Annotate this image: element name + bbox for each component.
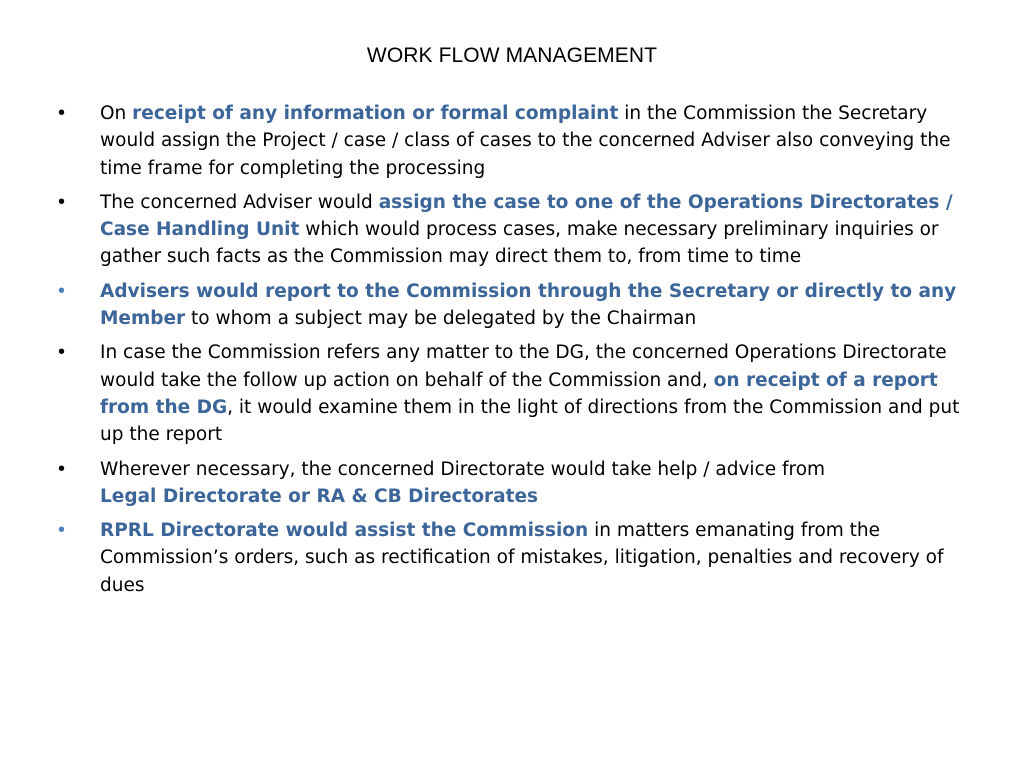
- bullet-list: [58, 100, 968, 606]
- bullet-highlight: Legal Directorate or RA & CB Directorates: [100, 485, 539, 507]
- bullet-text-segment: On: [100, 103, 133, 124]
- bullet-dot-icon: •: [58, 190, 66, 213]
- bullet-dot-icon: •: [58, 457, 66, 480]
- bullet-item-4: [58, 339, 968, 448]
- bullet-item-2: [58, 189, 968, 271]
- bullet-text-segment: in matters emanating from the Commission’s orders, such as rectification of mistakes, litigation, penalties and recovery of dues: [100, 520, 944, 596]
- bullet-text-segment: The concerned Adviser would: [100, 191, 379, 213]
- bullet-text: [100, 342, 959, 445]
- bullet-item-6: [58, 517, 968, 599]
- bullet-text-segment: , it would examine them in the light of directions from the Commission and put up the report: [100, 396, 960, 446]
- bullet-highlight: on receipt of a report from the DG: [100, 369, 938, 418]
- bullet-text: [100, 192, 953, 268]
- bullet-item-5: [58, 456, 968, 511]
- bullet-highlight: Advisers would report to the Commission through the Secretary or directly to any Member: [100, 280, 957, 330]
- bullet-highlight: assign the case to one of the Operations Directorates / Case Handling Unit: [100, 191, 953, 241]
- bullet-dot-icon: •: [58, 279, 66, 302]
- bullet-text-segment: in the Commission the Secretary would assign the Project / case / class of cases to the concerned Adviser also conveying the time frame for completing the processing: [100, 103, 951, 179]
- bullet-text: [100, 281, 956, 329]
- bullet-dot-icon: •: [58, 341, 66, 364]
- bullet-text-segment: In case the Commission refers any matter to the DG, the concerned Operations Directorate would take the follow up action on behalf of the Commission and,: [100, 342, 947, 391]
- slide-title: WORK FLOW MANAGEMENT: [366, 44, 658, 67]
- bullet-dot-icon: •: [58, 519, 66, 542]
- bullet-item-3: [58, 278, 968, 333]
- bullet-text-segment: Wherever necessary, the concerned Directorate would take help / advice from: [100, 458, 826, 480]
- bullet-highlight: RPRL Directorate would assist the Commission: [100, 520, 589, 542]
- bullet-highlight: receipt of any information or formal complaint: [132, 103, 619, 124]
- bullet-dot-icon: •: [58, 102, 66, 124]
- bullet-text: [100, 520, 944, 596]
- bullet-text: [100, 459, 825, 507]
- bullet-item-1: [58, 100, 968, 182]
- bullet-text-segment: to whom a subject may be delegated by the Chairman: [185, 308, 697, 330]
- bullet-text: [100, 103, 950, 179]
- bullet-text-segment: which would process cases, make necessary preliminary inquiries or gather such facts as the Commission may direct them to, from time to time: [100, 219, 939, 268]
